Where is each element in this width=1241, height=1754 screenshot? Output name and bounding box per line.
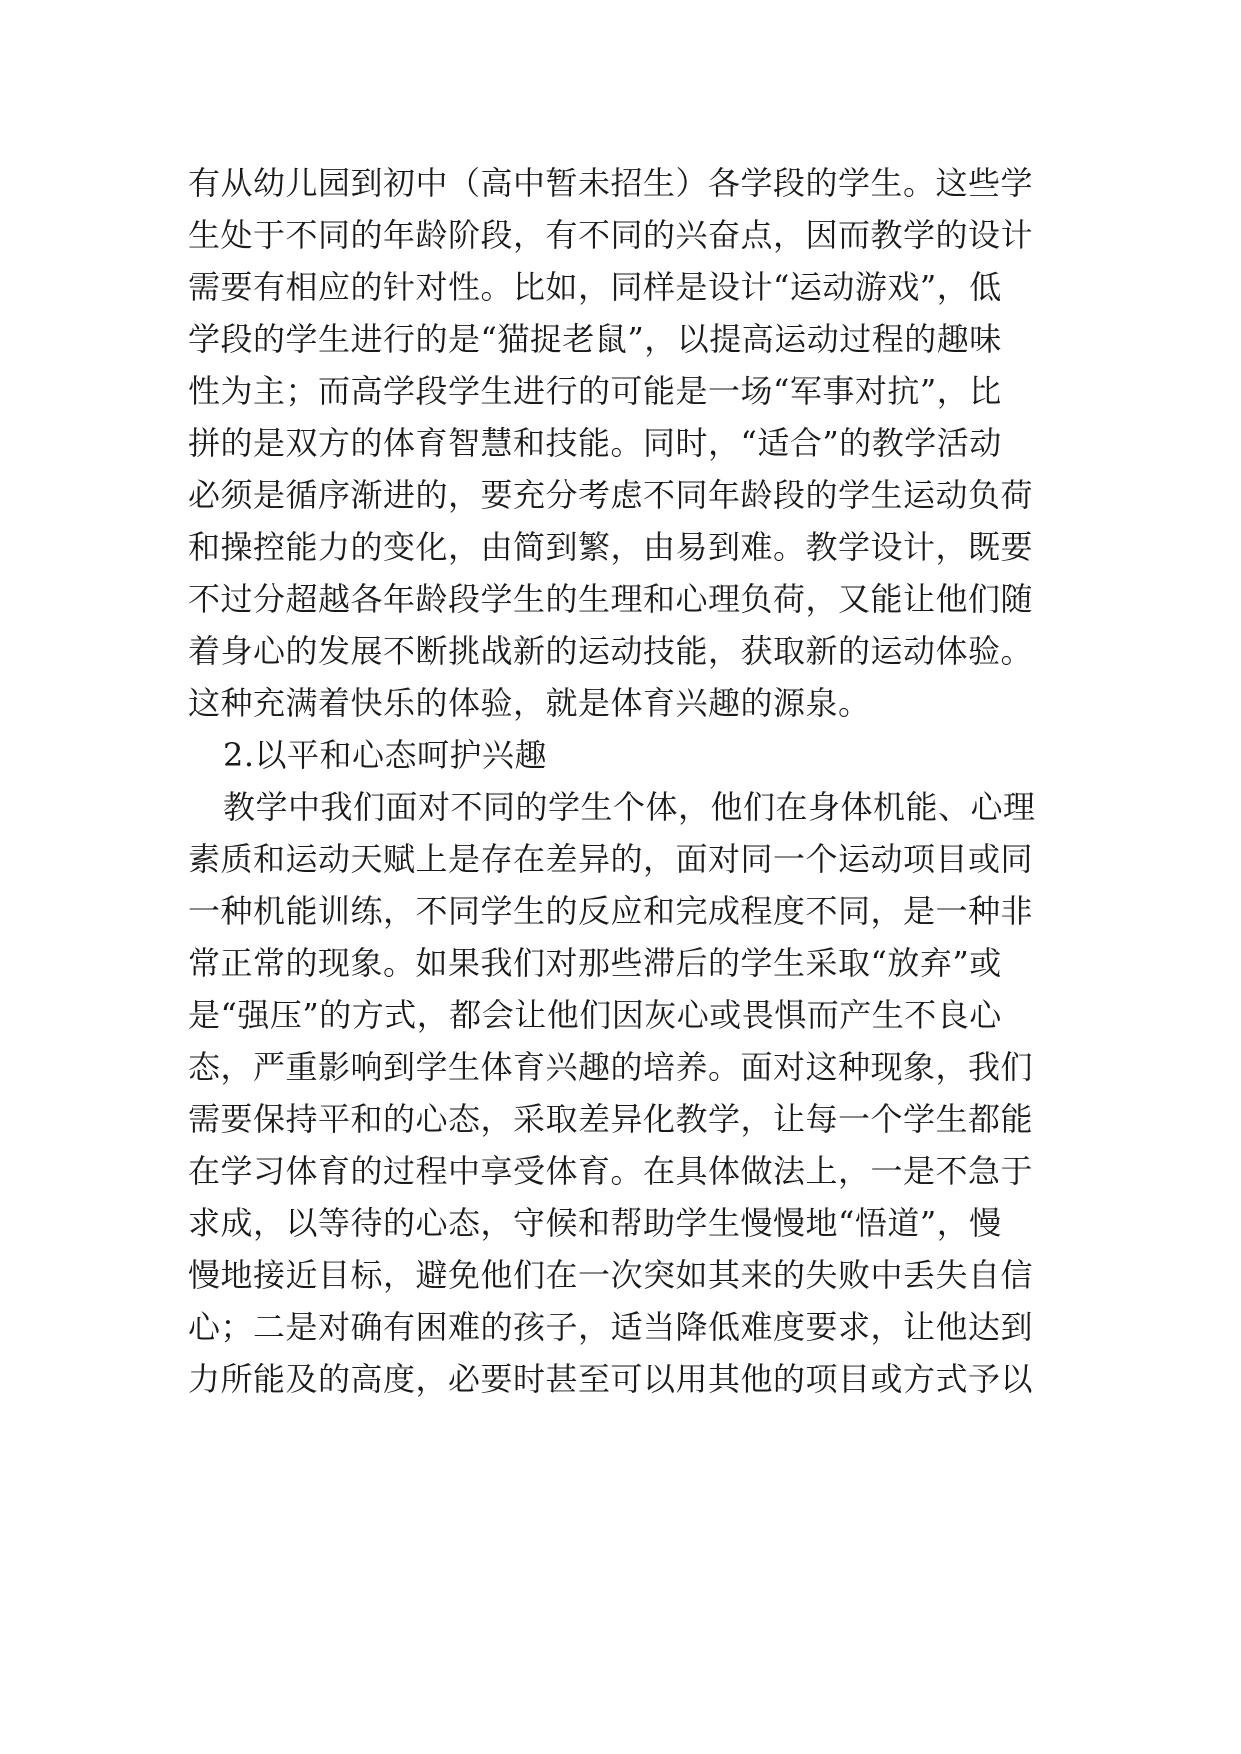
text-line: 需要保持平和的心态，采取差异化教学，让每一个学生都能: [188, 1100, 1034, 1138]
section-heading: 2.以平和心态呵护兴趣: [223, 736, 548, 774]
text-line: 教学中我们面对不同的学生个体，他们在身体机能、心理: [223, 788, 1036, 826]
text-line: 拼的是双方的体育智慧和技能。同时，“适合”的教学活动: [188, 424, 1002, 462]
text-line: 态，严重影响到学生体育兴趣的培养。面对这种现象，我们: [188, 1048, 1034, 1086]
text-line: 不过分超越各年龄段学生的生理和心理负荷，又能让他们随: [188, 580, 1034, 618]
text-line: 需要有相应的针对性。比如，同样是设计“运动游戏”，低: [188, 268, 1002, 306]
text-line: 性为主；而高学段学生进行的可能是一场“军事对抗”，比: [188, 372, 1002, 410]
text-line: 有从幼儿园到初中（高中暂未招生）各学段的学生。这些学: [188, 164, 1034, 202]
text-line: 学段的学生进行的是“猫捉老鼠”，以提高运动过程的趣味: [188, 320, 1002, 358]
body-text: [188, 157, 1068, 1405]
text-line: 着身心的发展不断挑战新的运动技能，获取新的运动体验。: [188, 632, 1034, 670]
text-line: 常正常的现象。如果我们对那些滞后的学生采取“放弃”或: [188, 944, 1002, 982]
text-line: 心；二是对确有困难的孩子，适当降低难度要求，让他达到: [188, 1308, 1034, 1346]
text-line: 求成，以等待的心态，守候和帮助学生慢慢地“悟道”，慢: [188, 1204, 1002, 1242]
text-line: 在学习体育的过程中享受体育。在具体做法上，一是不急于: [188, 1152, 1034, 1190]
text-line: 和操控能力的变化，由简到繁，由易到难。教学设计，既要: [188, 528, 1034, 566]
text-line: 慢地接近目标，避免他们在一次突如其来的失败中丢失自信: [188, 1256, 1034, 1294]
text-line: 素质和运动天赋上是存在差异的，面对同一个运动项目或同: [188, 840, 1034, 878]
text-line: 生处于不同的年龄阶段，有不同的兴奋点，因而教学的设计: [188, 216, 1034, 254]
text-line: 这种充满着快乐的体验，就是体育兴趣的源泉。: [188, 684, 871, 722]
text-line: 必须是循序渐进的，要充分考虑不同年龄段的学生运动负荷: [188, 476, 1034, 514]
text-line: 是“强压”的方式，都会让他们因灰心或畏惧而产生不良心: [188, 996, 1002, 1034]
text-line: 一种机能训练，不同学生的反应和完成程度不同，是一种非: [188, 892, 1034, 930]
text-line: 力所能及的高度，必要时甚至可以用其他的项目或方式予以: [188, 1360, 1034, 1398]
